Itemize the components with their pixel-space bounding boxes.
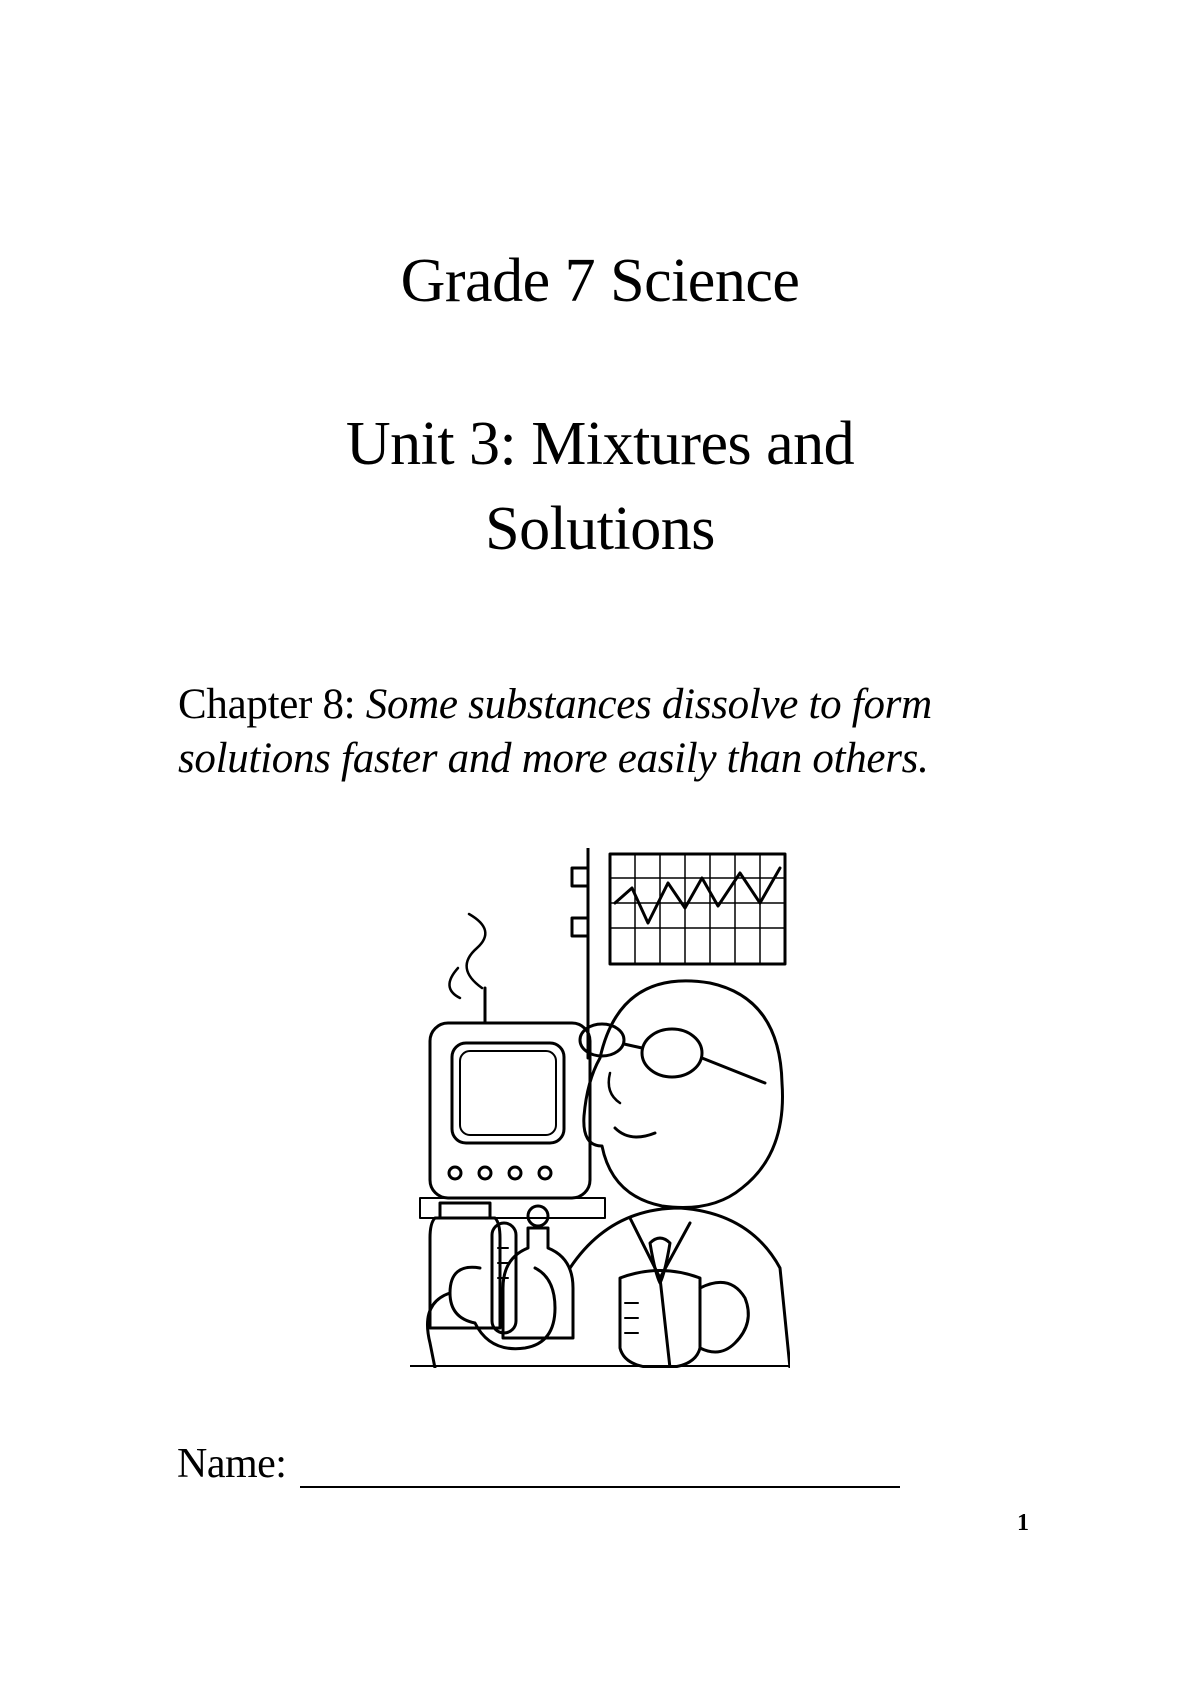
chapter-line-2 (178, 732, 1038, 786)
chapter-text-part-1: Some substances dissolve to form (365, 681, 932, 728)
test-tube-hand-icon (428, 1223, 556, 1368)
name-input-line[interactable] (300, 1486, 900, 1488)
chapter-text-part-2: solutions faster and more easily than others. (178, 735, 929, 782)
scientist-head-icon (584, 981, 783, 1208)
lab-machine-icon (420, 988, 605, 1218)
course-title: Grade 7 Science (400, 247, 800, 315)
page-number: 1 (1017, 1510, 1029, 1536)
name-label: Name: (177, 1441, 287, 1487)
chapter-label: Chapter 8: (178, 681, 366, 728)
unit-title-line-2: Solutions (485, 495, 715, 563)
unit-title-line-1: Unit 3: Mixtures and (345, 410, 855, 478)
chapter-line-1 (178, 678, 1038, 732)
steam-icon (449, 914, 485, 998)
lab-coat-icon (570, 1208, 790, 1368)
wall-chart-icon (610, 854, 785, 964)
beaker-hand-icon (620, 1271, 748, 1369)
scientist-illustration (410, 848, 790, 1368)
